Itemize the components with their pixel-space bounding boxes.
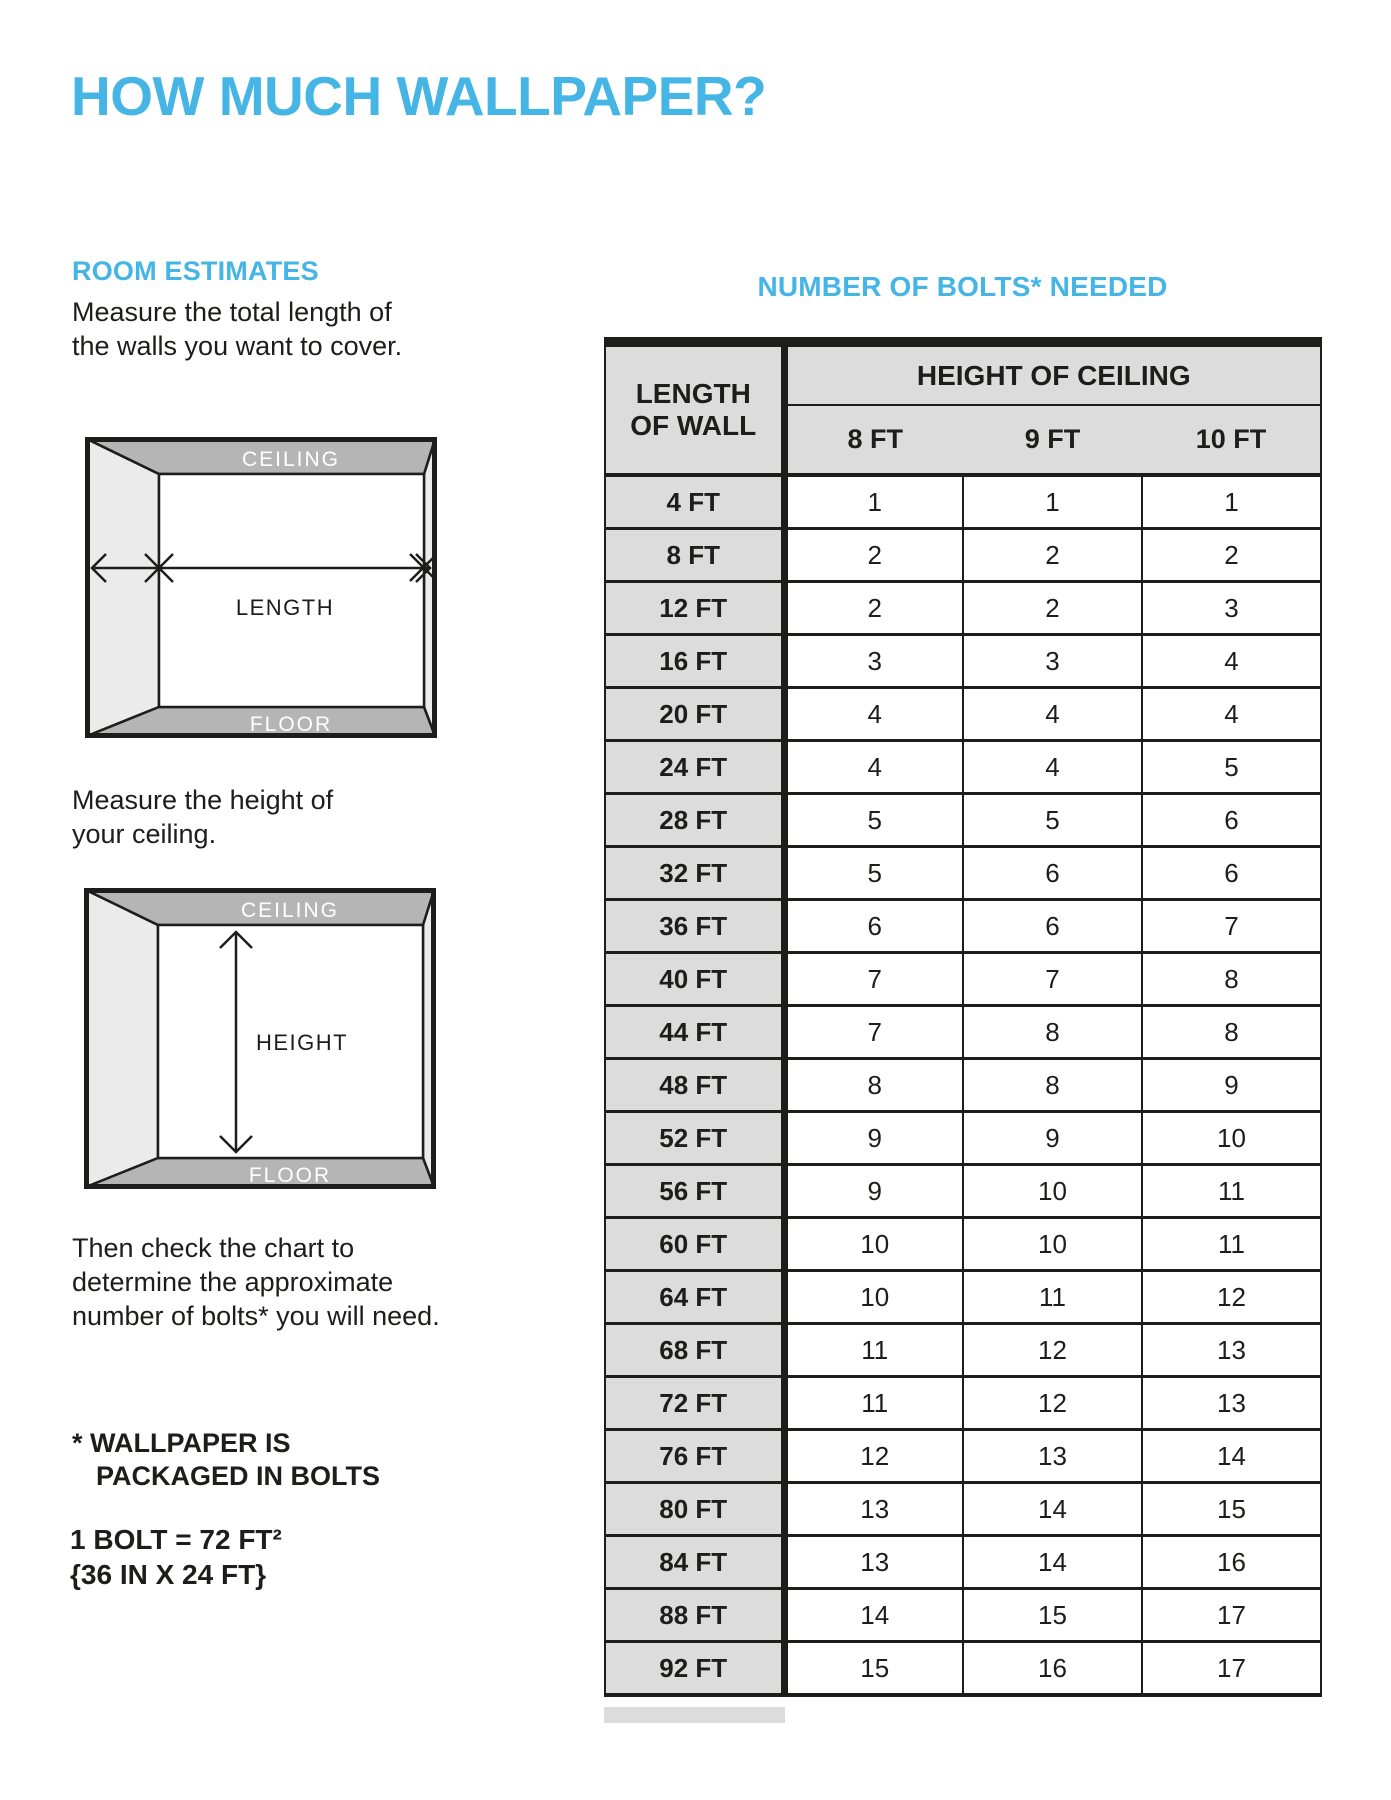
table-row: [605, 582, 1321, 635]
step1-line2: the walls you want to cover.: [72, 331, 403, 361]
table-row: [605, 635, 1321, 688]
wall-length-cell: 52 FT: [605, 1112, 784, 1165]
bolt-count-cell: 14: [784, 1589, 963, 1642]
bolt-count-cell: 16: [1142, 1536, 1321, 1589]
bolt-definition-line2: {36 IN X 24 FT}: [70, 1559, 267, 1590]
table-row: [605, 1059, 1321, 1112]
bolt-count-cell: 13: [784, 1536, 963, 1589]
step3-line1: Then check the chart to: [72, 1233, 355, 1263]
table-row: [605, 1589, 1321, 1642]
bolt-count-cell: 15: [963, 1589, 1142, 1642]
bolt-count-cell: 10: [1142, 1112, 1321, 1165]
wall-length-cell: 28 FT: [605, 794, 784, 847]
bolt-count-cell: 8: [784, 1059, 963, 1112]
footnote-line1: * WALLPAPER IS: [72, 1428, 291, 1458]
bolt-count-cell: 11: [1142, 1165, 1321, 1218]
table-row: [605, 1165, 1321, 1218]
bolt-count-cell: 4: [1142, 635, 1321, 688]
bolt-count-cell: 14: [963, 1536, 1142, 1589]
bolt-count-cell: 6: [1142, 794, 1321, 847]
wall-length-cell: 80 FT: [605, 1483, 784, 1536]
bolt-count-cell: 1: [963, 475, 1142, 529]
wall-length-cell: 4 FT: [605, 475, 784, 529]
bolt-count-cell: 7: [1142, 900, 1321, 953]
bolt-footnote: [72, 1427, 380, 1493]
table-row: [605, 1112, 1321, 1165]
table-header-row-1: [605, 342, 1321, 405]
step3-line3: number of bolts* you will need.: [72, 1301, 440, 1331]
height-label: HEIGHT: [256, 1030, 349, 1055]
bolt-count-cell: 4: [963, 741, 1142, 794]
bolt-count-cell: 15: [1142, 1483, 1321, 1536]
table-footer-gray-strip: [604, 1707, 785, 1723]
table-row: [605, 900, 1321, 953]
table-row: [605, 475, 1321, 529]
bolt-count-cell: 7: [784, 953, 963, 1006]
table-row: [605, 953, 1321, 1006]
wall-length-cell: 88 FT: [605, 1589, 784, 1642]
bolt-count-cell: 17: [1142, 1589, 1321, 1642]
bolt-count-cell: 8: [963, 1059, 1142, 1112]
col-header-9ft: 9 FT: [963, 405, 1142, 475]
table-row: [605, 529, 1321, 582]
bolt-count-cell: 8: [1142, 953, 1321, 1006]
bolt-count-cell: 12: [1142, 1271, 1321, 1324]
bolt-count-cell: 13: [1142, 1377, 1321, 1430]
bolt-count-cell: 11: [784, 1377, 963, 1430]
col-header-10ft: 10 FT: [1142, 405, 1321, 475]
room-length-diagram: [85, 437, 437, 738]
bolt-count-cell: 9: [963, 1112, 1142, 1165]
bolt-count-cell: 6: [1142, 847, 1321, 900]
bolt-count-cell: 12: [784, 1430, 963, 1483]
bolt-count-cell: 4: [1142, 688, 1321, 741]
step3-instruction: [72, 1231, 440, 1333]
bolt-count-cell: 5: [963, 794, 1142, 847]
bolt-count-cell: 4: [784, 741, 963, 794]
bolt-count-cell: 12: [963, 1377, 1142, 1430]
bolt-count-cell: 5: [784, 794, 963, 847]
table-row: [605, 1324, 1321, 1377]
wall-length-cell: 60 FT: [605, 1218, 784, 1271]
table-row: [605, 1218, 1321, 1271]
table-row: [605, 1271, 1321, 1324]
ceiling-label: CEILING: [240, 899, 340, 922]
bolt-table: [604, 337, 1322, 1697]
bolt-count-cell: 6: [963, 847, 1142, 900]
bolt-count-cell: 17: [1142, 1642, 1321, 1696]
bolt-count-cell: 10: [784, 1218, 963, 1271]
bolt-count-cell: 2: [963, 582, 1142, 635]
table-row: [605, 1536, 1321, 1589]
page-title: HOW MUCH WALLPAPER?: [71, 65, 767, 127]
bolt-count-cell: 6: [784, 900, 963, 953]
bolt-count-cell: 7: [963, 953, 1142, 1006]
bolt-count-cell: 6: [963, 900, 1142, 953]
step3-line2: determine the approximate: [72, 1267, 394, 1297]
bolt-count-cell: 9: [784, 1112, 963, 1165]
bolt-count-cell: 15: [784, 1642, 963, 1696]
footnote-asterisk: *: [72, 1428, 83, 1458]
bolt-count-cell: 2: [784, 582, 963, 635]
bolt-count-cell: 14: [1142, 1430, 1321, 1483]
bolt-count-cell: 13: [1142, 1324, 1321, 1377]
table-row: [605, 1483, 1321, 1536]
bolt-count-cell: 1: [1142, 475, 1321, 529]
bolt-count-cell: 12: [963, 1324, 1142, 1377]
table-row: [605, 688, 1321, 741]
height-of-ceiling-header: HEIGHT OF CEILING: [784, 342, 1321, 405]
wall-length-cell: 20 FT: [605, 688, 784, 741]
footnote-line2: PACKAGED IN BOLTS: [96, 1461, 381, 1491]
wall-length-cell: 8 FT: [605, 529, 784, 582]
length-label: LENGTH: [235, 595, 335, 620]
table-row: [605, 1430, 1321, 1483]
wall-length-cell: 64 FT: [605, 1271, 784, 1324]
bolt-count-cell: 3: [1142, 582, 1321, 635]
bolt-count-cell: 2: [963, 529, 1142, 582]
wall-length-cell: 32 FT: [605, 847, 784, 900]
wall-length-cell: 68 FT: [605, 1324, 784, 1377]
wall-length-cell: 72 FT: [605, 1377, 784, 1430]
bolt-count-cell: 10: [784, 1271, 963, 1324]
step2-line1: Measure the height of: [72, 785, 334, 815]
step1-instruction: [72, 295, 402, 363]
bolt-count-cell: 3: [963, 635, 1142, 688]
wall-length-cell: 12 FT: [605, 582, 784, 635]
bolts-table-heading: NUMBER OF BOLTS* NEEDED: [757, 271, 1168, 302]
table-row: [605, 1377, 1321, 1430]
step2-instruction: [72, 783, 333, 851]
step2-line2: your ceiling.: [72, 819, 217, 849]
floor-label: FLOOR: [249, 713, 333, 736]
length-of-wall-header: LENGTH OF WALL: [605, 342, 784, 475]
bolt-count-cell: 16: [963, 1642, 1142, 1696]
floor-label: FLOOR: [248, 1164, 332, 1187]
diagram-left-wall: [86, 890, 158, 1187]
bolt-count-cell: 7: [784, 1006, 963, 1059]
bolt-count-cell: 10: [963, 1218, 1142, 1271]
bolt-count-cell: 13: [784, 1483, 963, 1536]
wall-length-cell: 40 FT: [605, 953, 784, 1006]
ceiling-label: CEILING: [241, 448, 341, 471]
wall-length-cell: 24 FT: [605, 741, 784, 794]
table-row: [605, 847, 1321, 900]
room-height-diagram: [83, 888, 437, 1189]
bolt-count-cell: 4: [963, 688, 1142, 741]
bolt-count-cell: 2: [784, 529, 963, 582]
wall-length-cell: 84 FT: [605, 1536, 784, 1589]
wall-length-cell: 16 FT: [605, 635, 784, 688]
bolt-count-cell: 2: [1142, 529, 1321, 582]
col-header-8ft: 8 FT: [784, 405, 963, 475]
room-estimates-heading: ROOM ESTIMATES: [72, 256, 319, 286]
bolt-table-body: [605, 475, 1321, 1695]
wall-length-cell: 56 FT: [605, 1165, 784, 1218]
table-row: [605, 794, 1321, 847]
bolt-count-cell: 13: [963, 1430, 1142, 1483]
bolt-count-cell: 10: [963, 1165, 1142, 1218]
wall-length-cell: 92 FT: [605, 1642, 784, 1696]
bolt-count-cell: 9: [784, 1165, 963, 1218]
wall-length-cell: 44 FT: [605, 1006, 784, 1059]
bolt-count-cell: 5: [1142, 741, 1321, 794]
wall-length-cell: 76 FT: [605, 1430, 784, 1483]
bolt-count-cell: 4: [784, 688, 963, 741]
bolt-count-cell: 1: [784, 475, 963, 529]
bolt-count-cell: 8: [963, 1006, 1142, 1059]
diagram-left-wall: [87, 439, 159, 736]
bolt-count-cell: 11: [963, 1271, 1142, 1324]
table-row: [605, 1642, 1321, 1696]
table-row: [605, 741, 1321, 794]
diagram-back-wall: [159, 474, 424, 707]
bolt-count-cell: 8: [1142, 1006, 1321, 1059]
bolt-count-cell: 9: [1142, 1059, 1321, 1112]
bolt-definition: [70, 1522, 282, 1592]
wall-length-cell: 36 FT: [605, 900, 784, 953]
bolt-count-cell: 3: [784, 635, 963, 688]
table-row: [605, 1006, 1321, 1059]
bolt-count-cell: 11: [784, 1324, 963, 1377]
bolt-definition-line1: 1 BOLT = 72 FT²: [70, 1524, 282, 1555]
step1-line1: Measure the total length of: [72, 297, 392, 327]
bolt-count-cell: 11: [1142, 1218, 1321, 1271]
bolt-count-cell: 14: [963, 1483, 1142, 1536]
wall-length-cell: 48 FT: [605, 1059, 784, 1112]
bolt-count-cell: 5: [784, 847, 963, 900]
